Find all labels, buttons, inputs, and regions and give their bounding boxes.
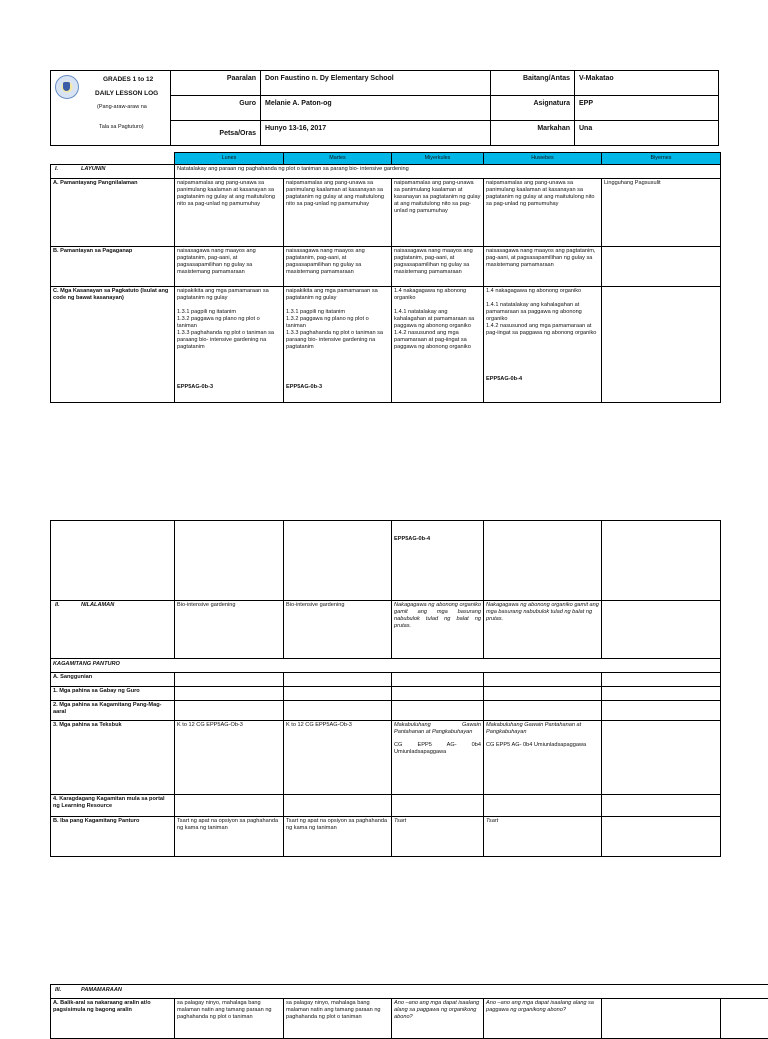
teksbuk-lunes: K to 12 CG EPP5AG-Ob-3: [175, 721, 284, 795]
balik-aral-miyerkules: Ano –ano ang mga dapat isaalang alang sa paggawa ng organikong abono?: [392, 999, 484, 1039]
nilalaman-huwebes: Nakagagawa ng abonong organiko gamit ang mga basurang nabubulok tulad ng balat ng prutas.: [484, 601, 602, 659]
kasanayan-lunes: [175, 287, 284, 403]
asignatura-label: Asignatura: [491, 96, 575, 121]
paaralan-label: Paaralan: [171, 71, 261, 96]
code-lunes: EPP5AG-0b-3: [177, 384, 281, 391]
teksbuk-huwebes: [484, 721, 602, 795]
pangnilalaman-huwebes: naipamamalas ang pang-unawa sa panimulang kaalaman at kasanayan sa pagtatanim ng gulay at ang maitutulong nito sa pag-unlad ng pamumuhay: [484, 179, 602, 247]
balik-aral-huwebes: Ano –ano ang mga dapat isaalang alang sa paggawa ng organikong abono?: [484, 999, 602, 1039]
layunin-label: [51, 165, 175, 179]
balik-aral-lunes: sa palagay ninyo, mahalaga bang malaman natin ang tamang paraan ng paghahanda ng plot o taniman: [175, 999, 284, 1039]
kasanayan-huwebes-text: 1.4 nakagagawa ng abonong organiko 1.4.1 natatalakay ang kahalagahan at pamamaraan sa paggawa ng abonong organiko 1.4.2 nasusunod ang mga pamamaraan at pag-iingat sa paggawa ng abonong organiko: [486, 288, 599, 376]
day-header-martes: Martes: [284, 153, 392, 165]
subtitle-line-2: Tala sa Pagtuturo): [99, 123, 144, 132]
kagamitan-miyerkules: Tsart: [392, 817, 484, 857]
sanggunian-label: A. Sanggunian: [51, 673, 175, 687]
nilalaman-title: NILALAMAN: [81, 602, 114, 608]
code-huwebes: EPP5AG-0b-4: [486, 376, 599, 383]
gabay-ng-guro-label: 1. Mga pahina sa Gabay ng Guro: [51, 687, 175, 701]
layunin-text: Natatalakay ang paraan ng paghahanda ng plot o taniman sa parang bio- intensive gardening: [175, 165, 721, 179]
pangnilalaman-martes: naipamamalas ang pang-unawa sa panimulang kaalaman at kasanayan sa pagtatanim ng gulay at ang maitutulong nito sa pag-unlad ng pamumuhay: [284, 179, 392, 247]
petsa-value: Hunyo 13-16, 2017: [261, 121, 491, 146]
code-miyerkules-cont: [392, 521, 484, 601]
kagamitan-lunes: Tsart ng apat na opsiyon sa paghahanda ng kama ng taniman: [175, 817, 284, 857]
learning-resource-label: 4. Karagdagang Kagamitan mula sa portal ng Learning Resource: [51, 795, 175, 817]
pagaganap-huwebes: naisasagawa nang maayos ang pagtatanim, pag-aani, at pagsasapamilihan ng gulay sa masistemang pamamaraan: [484, 247, 602, 287]
markahan-label: Markahan: [491, 121, 575, 146]
balik-aral-martes: sa palagay ninyo, mahalaga bang malaman natin ang tamang paraan ng paghahanda ng plot o taniman: [284, 999, 392, 1039]
teksbuk-huwebes-code: CG EPP5 AG- 0b4 Umiunladsapaggawa: [486, 742, 599, 749]
pangnilalaman-miyerkules: naipamamalas ang pang-unawa sa panimulang kaalaman at kasanayan sa pagtatanim ng gulay at ang maitutulong nito sa pag-unlad ng pamumuhay: [392, 179, 484, 247]
pagaganap-miyerkules: naisasagawa nang maayos ang pagtatanim, pag-aani, at pagsasapamilihan ng gulay sa masistemang pamamaraan: [392, 247, 484, 287]
kagamitang-pang-mag-aaral-label: 2. Mga pahina sa Kagamitang Pang-Mag-aaral: [51, 701, 175, 721]
dll-label: DAILY LESSON LOG: [95, 89, 158, 98]
guro-label: Guro: [171, 96, 261, 121]
pangnilalaman-lunes: naipamamalas ang pang-unawa sa panimulang kaalaman at kasanayan sa pagtatanim ng gulay at ang maitutulong nito sa pag-unlad ng pamumuhay: [175, 179, 284, 247]
teksbuk-label: 3. Mga pahina sa Teksbuk: [51, 721, 175, 795]
grades-label: GRADES 1 to 12: [103, 75, 153, 84]
day-header-miyerkules: Miyerkules: [392, 153, 484, 165]
teksbuk-martes: K to 12 CG EPP5AG-Ob-3: [284, 721, 392, 795]
pangnilalaman-biyernes: Lingguhang Pagsusulit: [602, 179, 721, 247]
layunin-title: LAYUNIN: [81, 166, 105, 172]
kasanayan-lunes-text: naipakikita ang mga pamamaraan sa pagtatanim ng gulay 1.3.1 pagpili ng itatanim 1.3.2 paggawa ng plano ng plot o taniman 1.3.3 paghahanda ng plot o taniman sa paraang bio- intensive gardening na pagtatanim: [177, 288, 281, 384]
day-header-biyernes: Biyernes: [602, 153, 721, 165]
logo-cell: [51, 71, 171, 146]
day-header-lunes: Lunes: [175, 153, 284, 165]
pagaganap-lunes: naisasagawa nang maayos ang pagtatanim, pag-aani, at pagsasapamilihan ng gulay sa masistemang pamamaraan: [175, 247, 284, 287]
nilalaman-miyerkules: Nakagagawa ng abonong organiko gamit ang mga basurang nabubulok tulad ng balat ng prutas.: [392, 601, 484, 659]
pamamaraan-table: [50, 984, 768, 1039]
kasanayan-miyerkules: 1.4 nakagagawa ng abonong organiko 1.4.1 natatalakay ang kahalagahan at pamamaraan sa paggawa ng abonong organiko 1.4.2 nasusunod ang mga pamamaraan at pag-iingat sa paggawa ng abonong organiko: [392, 287, 484, 403]
asignatura-value: EPP: [575, 96, 719, 121]
nilalaman-number: II.: [53, 602, 81, 609]
kagamitan-martes: Tsart ng apat na opsiyon sa paghahanda ng kama ng taniman: [284, 817, 392, 857]
teksbuk-huwebes-title: Makabuluhang Gawain Pantahanan at Pangkabuhayan: [486, 722, 599, 736]
petsa-label: Petsa/Oras: [171, 121, 261, 146]
guro-value: Melanie A. Paton-og: [261, 96, 491, 121]
teksbuk-miyerkules-code: CG EPP5 AG- 0b4 Umiunladsapaggawa: [394, 742, 481, 756]
pamamaraan-number: III.: [53, 987, 81, 994]
balik-aral-label: A. Balik-aral sa nakaraang aralin at/o pagsisimula ng bagong aralin: [51, 999, 175, 1039]
nilalaman-table: [50, 520, 721, 857]
subtitle-line-1: (Pang-araw-araw na: [97, 103, 147, 112]
kagamitang-panturo-label: KAGAMITANG PANTURO: [51, 659, 721, 673]
kasanayan-martes: [284, 287, 392, 403]
code-martes: EPP5AG-0b-3: [286, 384, 389, 391]
header-table: [50, 70, 719, 146]
teksbuk-miyerkules-title: Makabuluhang Gawain Pantahanan at Pangkabuhayan: [394, 722, 481, 736]
deped-seal-icon: [55, 75, 79, 99]
pamantayang-pangnilalaman-label: A. Pamantayang Pangnilalaman: [51, 179, 175, 247]
pagaganap-martes: naisasagawa nang maayos ang pagtatanim, pag-aani, at pagsasapamilihan ng gulay sa masistemang pamamaraan: [284, 247, 392, 287]
nilalaman-martes: Bio-intensive gardening: [284, 601, 392, 659]
teksbuk-miyerkules: [392, 721, 484, 795]
nilalaman-lunes: Bio-intensive gardening: [175, 601, 284, 659]
kasanayan-huwebes: [484, 287, 602, 403]
kagamitan-huwebes: Tsart: [484, 817, 602, 857]
pamamaraan-title: PAMAMARAAN: [81, 987, 122, 993]
iba-pang-kagamitan-label: B. Iba pang Kagamitang Panturo: [51, 817, 175, 857]
pamantayan-sa-pagaganap-label: B. Pamantayan sa Pagaganap: [51, 247, 175, 287]
paaralan-value: Don Faustino n. Dy Elementary School: [261, 71, 491, 96]
code-miyerkules: EPP5AG-0b-4: [394, 522, 481, 543]
layunin-table: [50, 152, 721, 403]
day-header-huwebes: Huwebes: [484, 153, 602, 165]
kasanayan-label: C. Mga Kasanayan sa Pagkatuto (Isulat ang code ng bawat kasanayan): [51, 287, 175, 403]
kasanayan-martes-text: naipakikita ang mga pamamaraan sa pagtatanim ng gulay 1.3.1 pagpili ng itatanim 1.3.2 paggawa ng plano ng plot o taniman 1.3.3 paghahanda ng plot o taniman sa paraang bio- intensive gardening na pagtatanim: [286, 288, 389, 384]
markahan-value: Una: [575, 121, 719, 146]
pamamaraan-label: [51, 985, 768, 999]
nilalaman-label: [51, 601, 175, 659]
layunin-number: I.: [53, 166, 81, 173]
baitang-value: V-Makatao: [575, 71, 719, 96]
baitang-label: Baitang/Antas: [491, 71, 575, 96]
